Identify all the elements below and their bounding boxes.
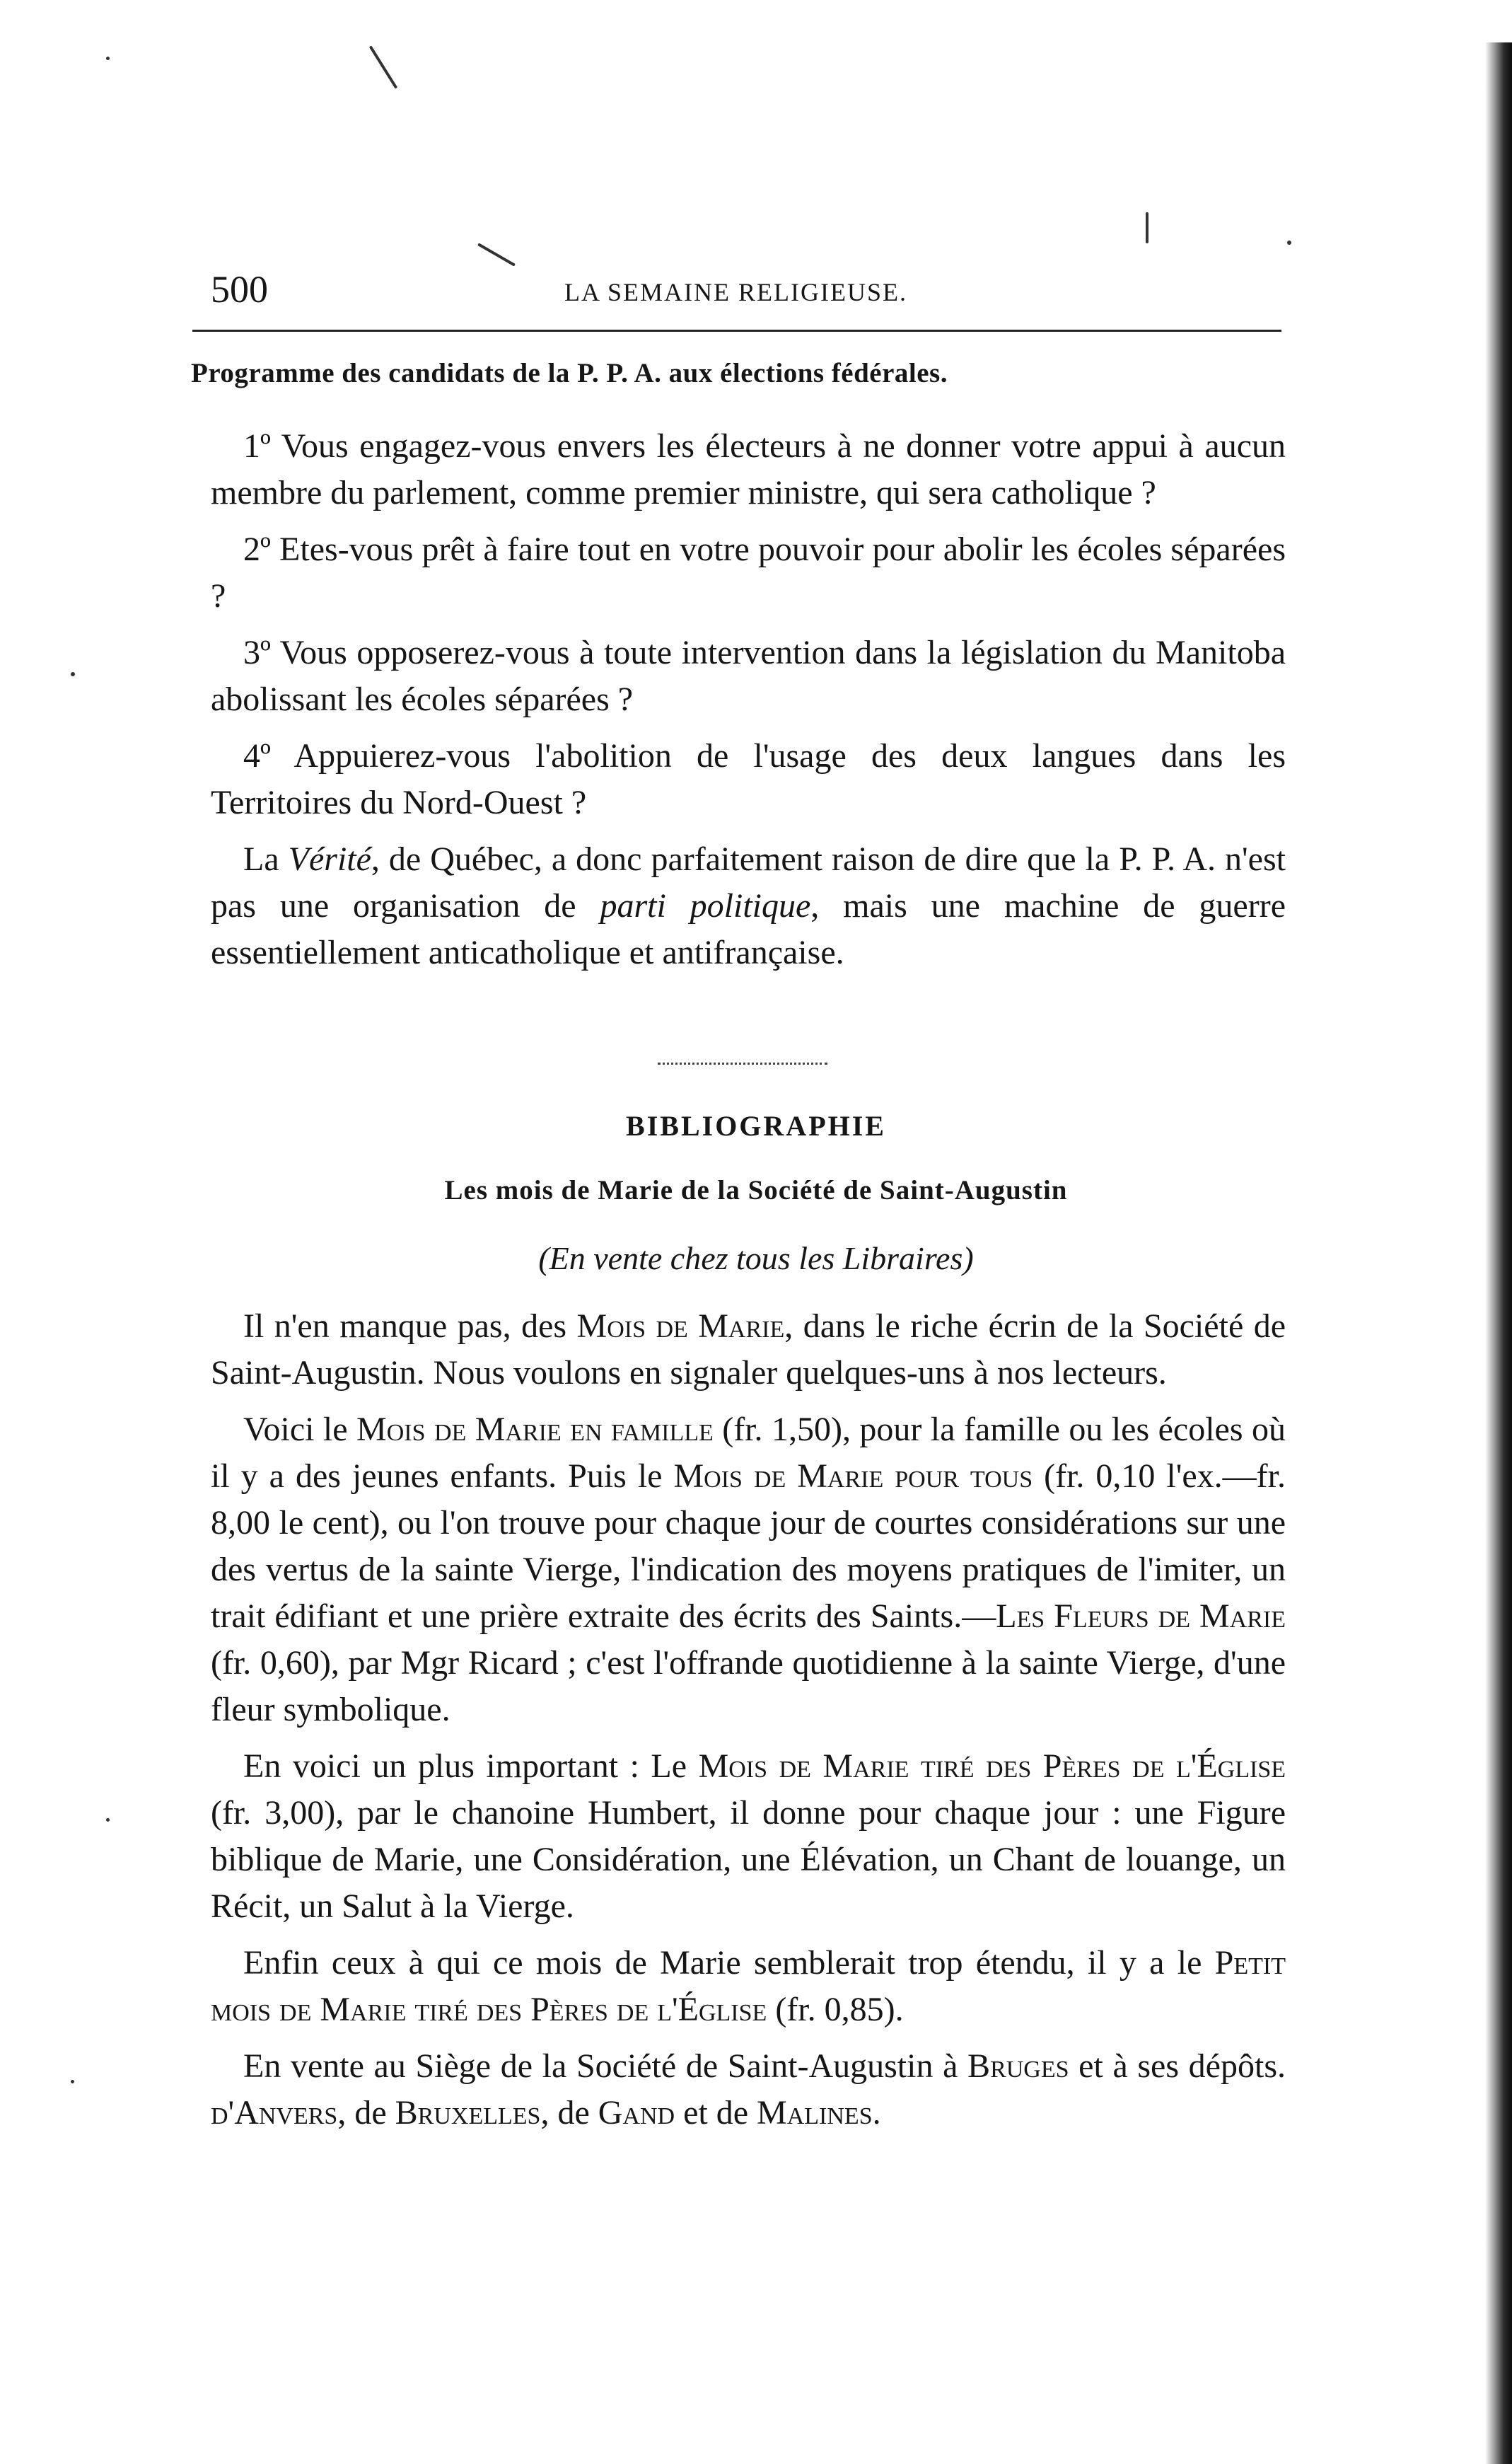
running-title: LA SEMAINE RELIGIEUSE. [564,278,907,306]
bibliography-paragraph-5: En vente au Siège de la Société de Saint-Augustin à Bruges et à ses dépôts. d'Anvers, de Bruxelles, de Gand et de Malines. [211,2047,1286,2132]
program-conclusion: La Vérité, de Québec, a donc parfaitement raison de dire que la P. P. A. n'est pas une organisation de parti politique, mais une machine de guerre essentiellement anticatholique et antifrançaise. [211,840,1286,971]
bibliography-subtitle: Les mois de Marie de la Société de Saint-Augustin [444,1175,1068,1205]
bibliography-paragraph-3: En voici un plus important : Le Mois de Marie tiré des Pères de l'Église (fr. 3,00), par le chanoine Humbert, il donne pour chaque jour : une Figure biblique de Marie, une Considération, une Élévation, un Chant de louange, un Récit, un Salut à la Vierge. [211,1747,1286,1925]
bibliography-title: BIBLIOGRAPHIE [626,1110,886,1142]
scan-speck [477,243,516,266]
page-number: 500 [211,268,268,311]
header-rule [192,330,1281,332]
program-heading: Programme des candidats de la P. P. A. aux élections fédérales. [191,358,948,388]
scan-speck [106,57,110,60]
page-header [211,267,1264,317]
program-items [211,423,1286,986]
bibliography-paragraph-2: Voici le Mois de Marie en famille (fr. 1,50), pour la famille ou les écoles où il y a des jeunes enfants. Puis le Mois de Marie pour tous (fr. 0,10 l'ex.—fr. 8,00 le cent), ou l'on trouve pour chaque jour de courtes considérations sur une des vertus de la sainte Vierge, l'indication des moyens pratiques de l'imiter, un trait édifiant et une prière extraite des écrits des Saints.—Les Fleurs de Marie (fr. 0,60), par Mgr Ricard ; c'est l'offrande quotidienne à la sainte Vierge, d'une fleur symbolique. [211,1411,1286,1728]
bibliography-sale-note: (En vente chez tous les Libraires) [538,1240,974,1276]
scan-speck [1146,212,1148,243]
program-item-1: 1º Vous engagez-vous envers les électeurs à ne donner votre appui à aucun membre du parlement, comme premier ministre, qui sera catholique ? [211,427,1286,511]
scan-speck [1287,241,1291,245]
program-item-2: 2º Etes-vous prêt à faire tout en votre pouvoir pour abolir les écoles séparées ? [211,531,1286,615]
scan-speck [71,672,75,676]
scan-speck [71,2080,74,2083]
bibliography-paragraph-1: Il n'en manque pas, des Mois de Marie, dans le riche écrin de la Société de Saint-Augustin. Nous voulons en signaler quelques-uns à nos lecteurs. [211,1307,1286,1392]
section-separator [658,1063,827,1065]
scan-speck [369,45,397,88]
bibliography-body [211,1303,1286,2146]
bibliography-paragraph-4: Enfin ceux à qui ce mois de Marie semblerait trop étendu, il y a le Petit mois de Marie tiré des Pères de l'Église (fr. 0,85). [211,1944,1286,2028]
scan-speck [106,1818,110,1822]
verite-title: Vérité [288,840,371,878]
parti-politique: parti politique [600,887,811,925]
program-item-3: 3º Vous opposerez-vous à toute intervention dans la législation du Manitoba abolissant les écoles séparées ? [211,634,1286,718]
program-item-4: 4º Appuierez-vous l'abolition de l'usage des deux langues dans les Territoires du Nord-Ouest ? [211,737,1286,821]
